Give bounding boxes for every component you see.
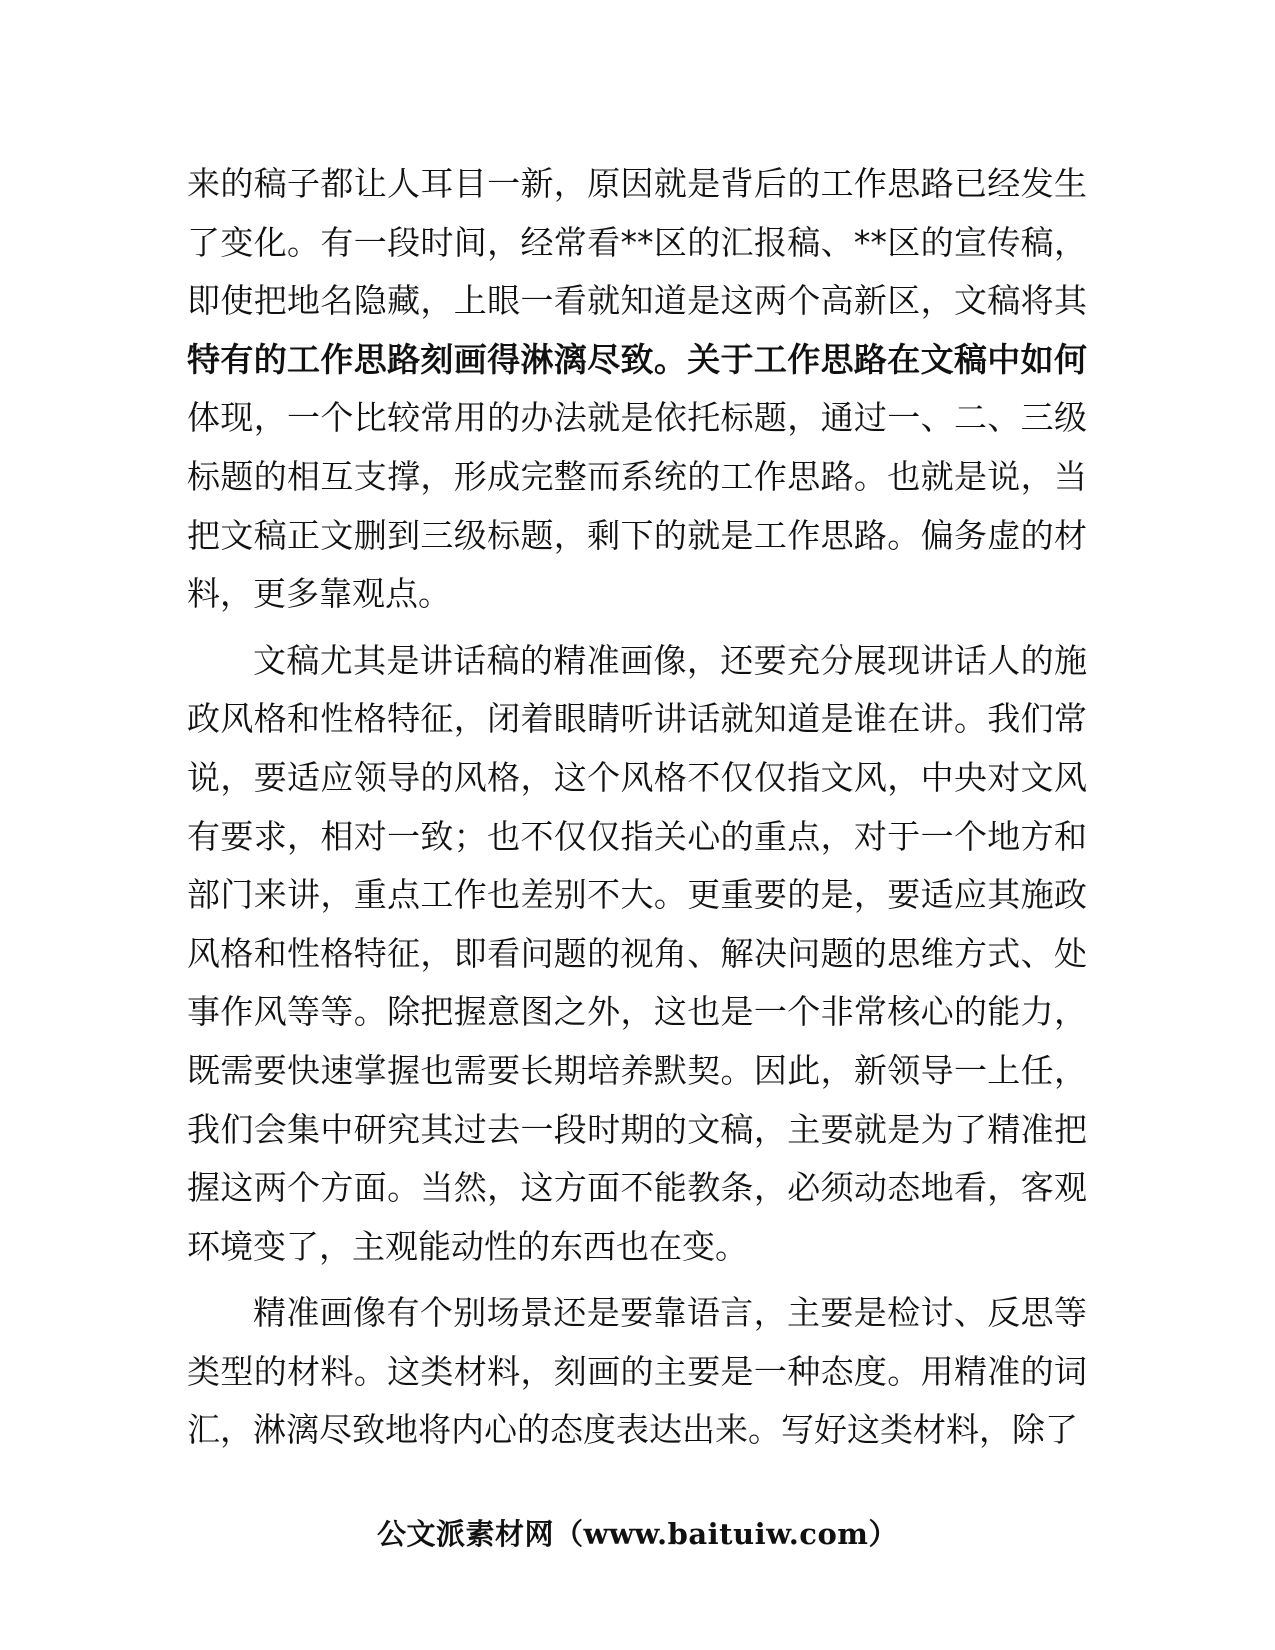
- paragraph-3: [187, 1284, 1087, 1460]
- paragraph-1-bold-part: 特有的工作思路刻画得淋漓尽致。关于工作思路在文稿中如何: [187, 339, 1087, 379]
- paragraph-1-part-1: 来的稿子都让人耳目一新，原因就是背后的工作思路已经发生了变化。有一段时间，经常看**区的汇报稿、**区的宣传稿，即使把地名隐藏，上眼一看就知道是这两个高新区，文稿将其: [187, 164, 1087, 321]
- paragraph-1: [187, 155, 1087, 624]
- footer-watermark: 公文派素材网（www.baituiw.com）: [377, 1517, 898, 1551]
- paragraph-2: [187, 632, 1087, 1277]
- document-body: [187, 155, 1087, 1460]
- paragraph-3-text: 精准画像有个别场景还是要靠语言，主要是检讨、反思等类型的材料。这类材料，刻画的主要是一种态度。用精准的词汇，淋漓尽致地将内心的态度表达出来。写好这类材料，除了: [187, 1293, 1087, 1450]
- paragraph-1-part-3: 体现，一个比较常用的办法就是依托标题，通过一、二、三级标题的相互支撑，形成完整而系统的工作思路。也就是说，当把文稿正文删到三级标题，剩下的就是工作思路。偏务虚的材料，更多靠观点。: [187, 398, 1087, 614]
- paragraph-2-text: 文稿尤其是讲话稿的精准画像，还要充分展现讲话人的施政风格和性格特征，闭着眼睛听讲话就知道是谁在讲。我们常说，要适应领导的风格，这个风格不仅仅指文风，中央对文风有要求，相对一致；也不仅仅指关心的重点，对于一个地方和部门来讲，重点工作也差别不大。更重要的是，要适应其施政风格和性格特征，即看问题的视角、解决问题的思维方式、处事作风等等。除把握意图之外，这也是一个非常核心的能力，既需要快速掌握也需要长期培养默契。因此，新领导一上任，我们会集中研究其过去一段时期的文稿，主要就是为了精准把握这两个方面。当然，这方面不能教条，必须动态地看，客观环境变了，主观能动性的东西也在变。: [187, 640, 1087, 1266]
